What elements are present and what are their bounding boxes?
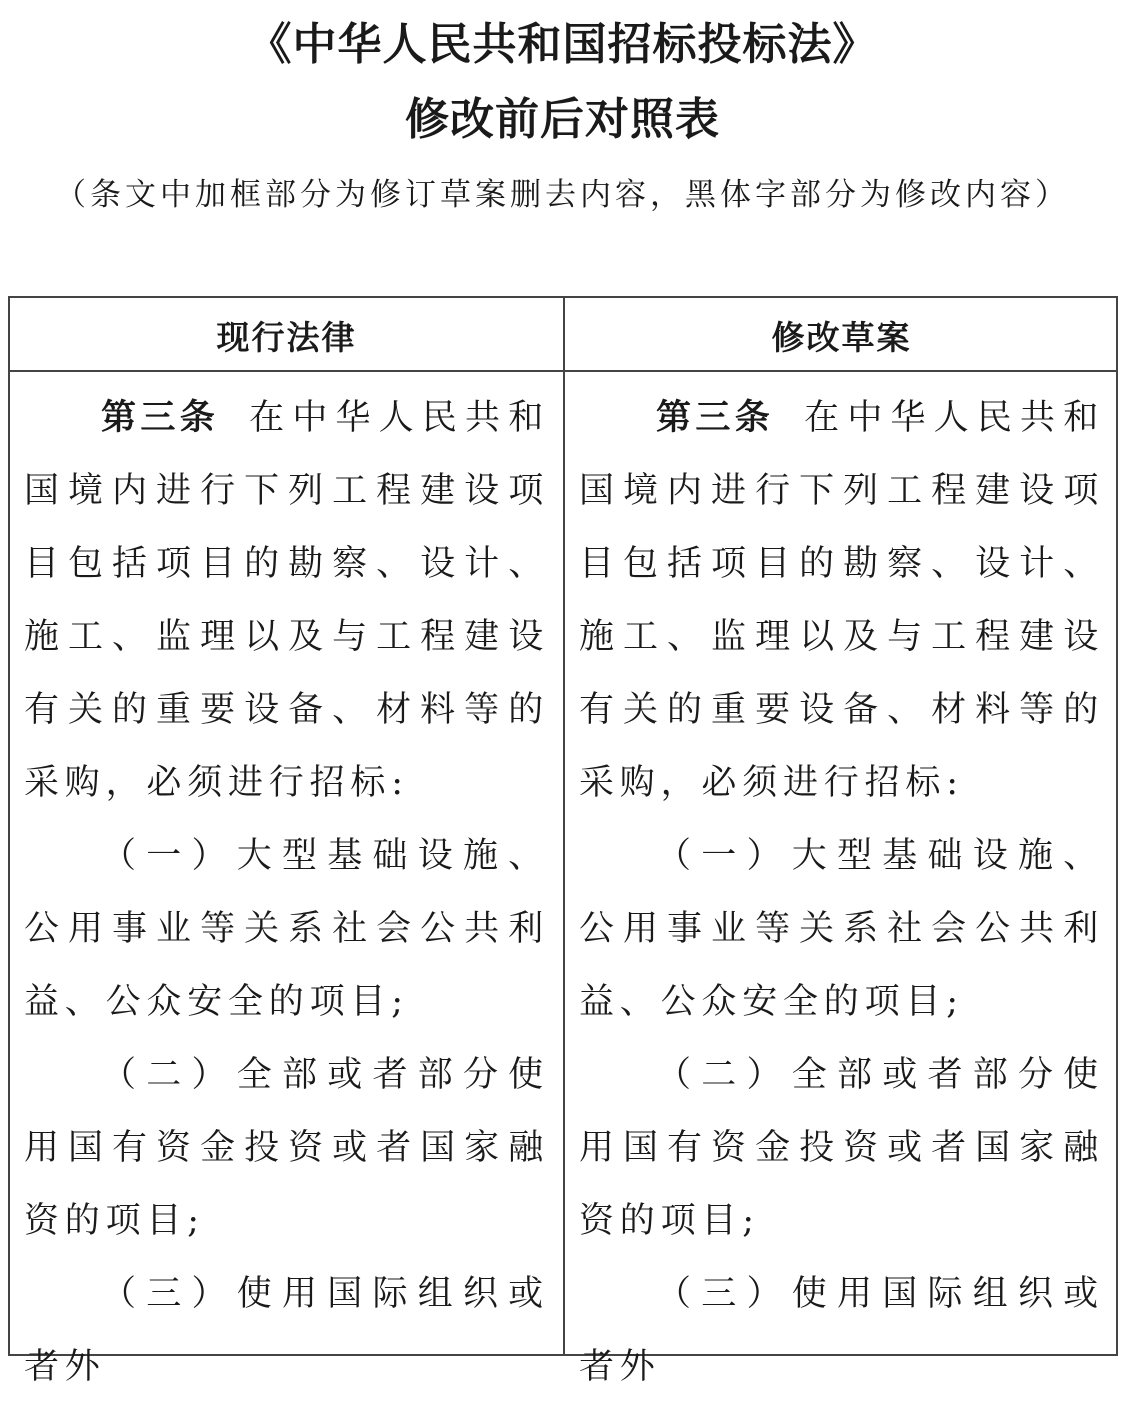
article-item-3: （三）使用国际组织或者外 bbox=[579, 1274, 1104, 1387]
article-intro-text: 在中华人民共和国境内进行下列工程建设项目包括项目的勘察、设计、施工、监理以及与工程建设有关的重要设备、材料等的采购，必须进行招标: bbox=[579, 398, 1104, 803]
article-item-3: （三）使用国际组织或者外 bbox=[24, 1274, 549, 1387]
article-item-1: （一）大型基础设施、公用事业等关系社会公共利益、公众安全的项目; bbox=[579, 836, 1104, 1022]
current-law-column bbox=[24, 382, 549, 1404]
article-intro-text: 在中华人民共和国境内进行下列工程建设项目包括项目的勘察、设计、施工、监理以及与工程建设有关的重要设备、材料等的采购，必须进行招标: bbox=[24, 398, 549, 803]
header-divider bbox=[10, 370, 1116, 372]
column-divider bbox=[563, 298, 565, 1354]
document-subtitle-heading: 修改前后对照表 bbox=[405, 94, 720, 145]
article-paragraph bbox=[24, 382, 549, 820]
document-note: （条文中加框部分为修订草案删去内容，黑体字部分为修改内容） bbox=[55, 177, 1070, 213]
article-paragraph bbox=[579, 382, 1104, 820]
draft-column bbox=[579, 382, 1104, 1404]
article-number: 第三条 bbox=[101, 398, 220, 438]
article-item-2: （二）全部或者部分使用国有资金投资或者国家融资的项目; bbox=[579, 1055, 1104, 1241]
article-item-1: （一）大型基础设施、公用事业等关系社会公共利益、公众安全的项目; bbox=[24, 836, 549, 1022]
article-item-2: （二）全部或者部分使用国有资金投资或者国家融资的项目; bbox=[24, 1055, 549, 1241]
column-header-draft: 修改草案 bbox=[771, 318, 912, 357]
document-title: 《中华人民共和国招标投标法》 bbox=[247, 19, 878, 70]
article-number: 第三条 bbox=[656, 398, 775, 438]
comparison-table bbox=[8, 296, 1118, 1387]
column-header-current-law: 现行法律 bbox=[216, 318, 357, 357]
